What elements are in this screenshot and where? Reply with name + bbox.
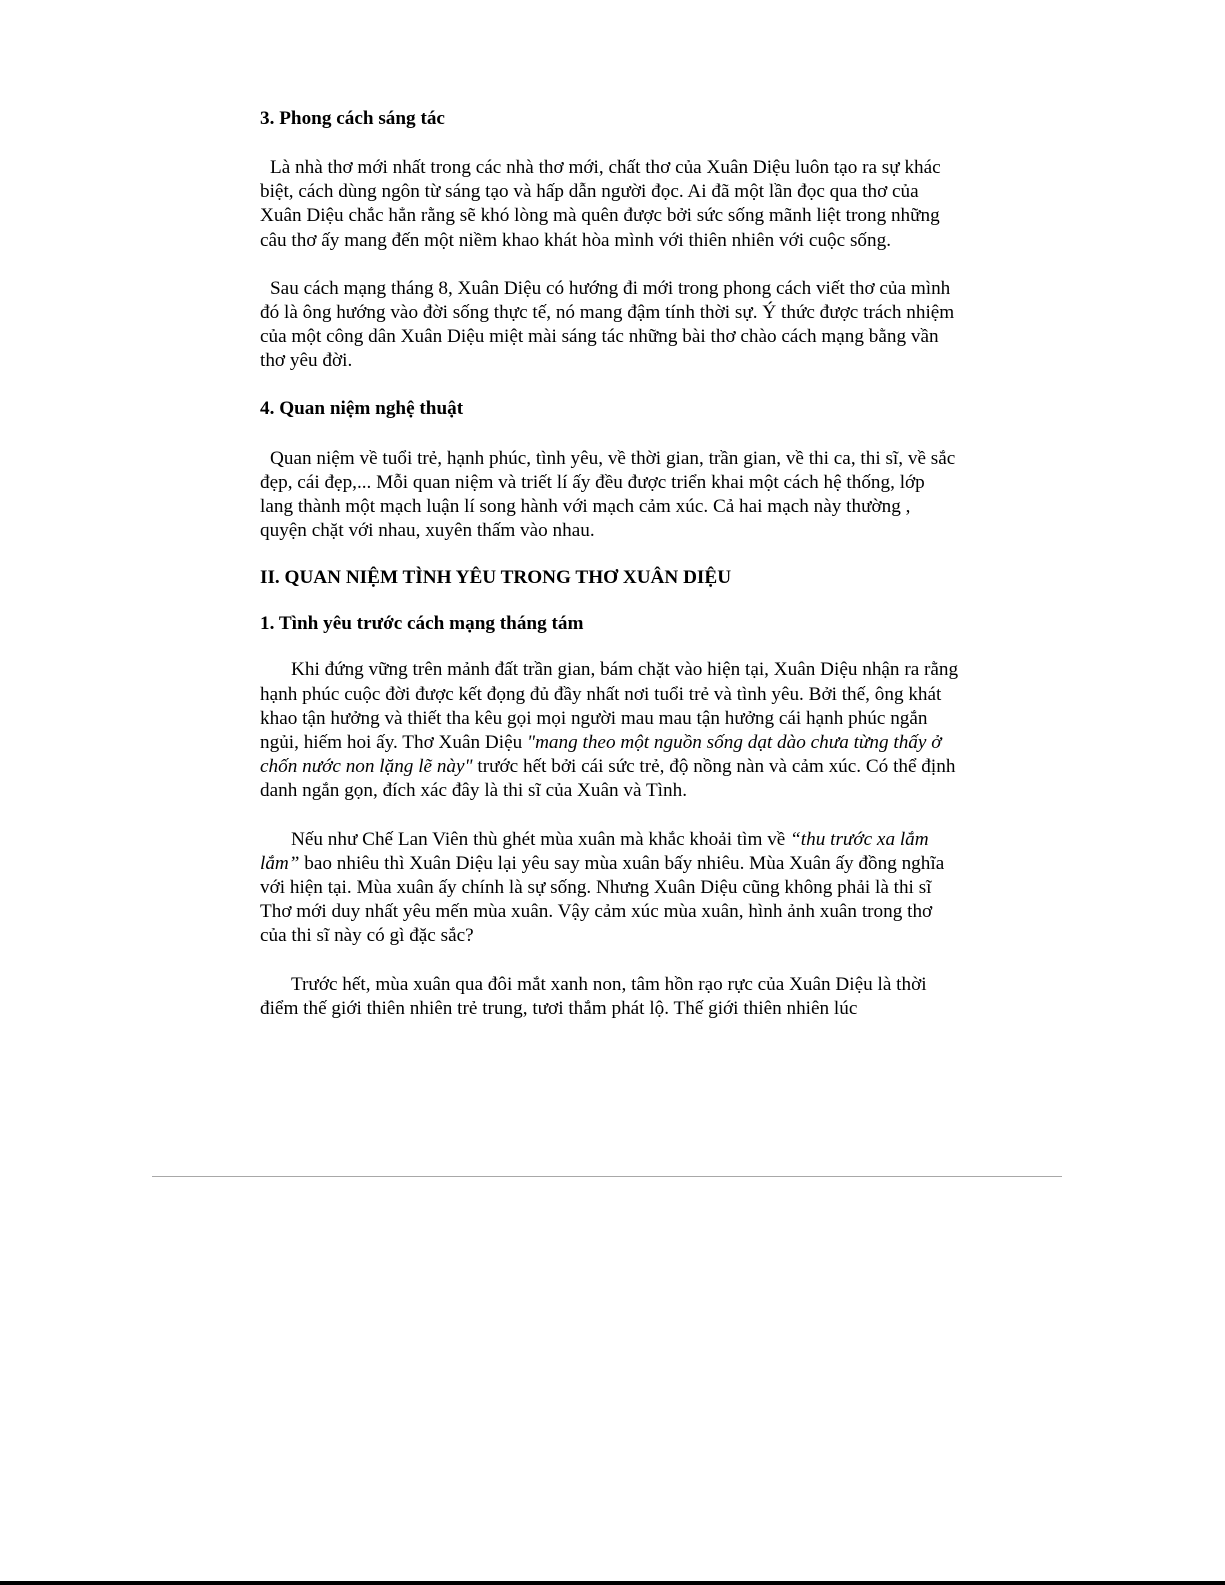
page-bottom-edge — [0, 1581, 1225, 1585]
paragraph-text: trước hết bởi cái sức trẻ, độ nồng nàn và cảm xúc. Có thể định danh ngắn gọn, đích xác đây là thi sĩ của Xuân và Tình. — [260, 756, 956, 802]
page-divider — [152, 1176, 1062, 1177]
part-ii-1-paragraph-3: Trước hết, mùa xuân qua đôi mắt xanh non, tâm hồn rạo rực của Xuân Diệu là thời điểm thế giới thiên nhiên trẻ trung, tươi thắm phát lộ. Thế giới thiên nhiên lúc — [260, 973, 927, 1019]
document-page — [260, 106, 960, 1021]
paragraph-text: Khi đứng vững trên mảnh đất trần gian, bám chặt vào hiện tại, Xuân Diệu nhận ra rằng hạnh phúc cuộc đời được kết đọng đủ đầy nhất nơi tuổi trẻ và tình yêu. Bởi thế, ông khát khao tận hưởng và thiết tha kêu gọi mọi người mau mau tận hưởng cái hạnh phúc ngắn ngủi, hiếm hoi ấy. Thơ Xuân Diệu — [260, 659, 959, 754]
italic-quote: “thu trước xa lắm lắm” — [260, 828, 929, 874]
section-3-heading: 3. Phong cách sáng tác — [260, 108, 445, 129]
section-4-paragraph-1: Quan niệm về tuổi trẻ, hạnh phúc, tình yêu, về thời gian, trần gian, về thi ca, thi sĩ, về sắc đẹp, cái đẹp,... Mỗi quan niệm và triết lí ấy đều được triển khai một cách hệ thống, lớp lang thành một mạch luận lí song hành với mạch cảm xúc. Cả hai mạch này thường , quyện chặt với nhau, xuyên thấm vào nhau. — [260, 447, 956, 542]
italic-quote: "mang theo một nguồn sống dạt dào chưa từng thấy ở chốn nước non lặng lẽ này" — [260, 732, 942, 778]
part-ii-1-heading: 1. Tình yêu trước cách mạng tháng tám — [260, 613, 584, 635]
part-ii-1-paragraph-2 — [260, 828, 960, 949]
section-4-heading: 4. Quan niệm nghệ thuật — [260, 397, 464, 419]
paragraph-text: bao nhiêu thì Xuân Diệu lại yêu say mùa xuân bấy nhiêu. Mùa Xuân ấy đồng nghĩa với hiện tại. Mùa xuân ấy chính là sự sống. Nhưng Xuân Diệu cũng không phải là thi sĩ Thơ mới duy nhất yêu mến mùa xuân. Vậy cảm xúc mùa xuân, hình ảnh xuân trong thơ của thi sĩ này có gì đặc sắc? — [260, 852, 945, 947]
section-3-paragraph-2: Sau cách mạng tháng 8, Xuân Diệu có hướng đi mới trong phong cách viết thơ của mình đó là ông hướng vào đời sống thực tế, nó mang đậm tính thời sự. Ý thức được trách nhiệm của một công dân Xuân Diệu miệt mài sáng tác những bài thơ chào cách mạng bằng vần thơ yêu đời. — [260, 277, 955, 372]
part-ii-heading: II. QUAN NIỆM TÌNH YÊU TRONG THƠ XUÂN DIỆU — [260, 567, 732, 589]
section-3-paragraph-1: Là nhà thơ mới nhất trong các nhà thơ mới, chất thơ của Xuân Diệu luôn tạo ra sự khác biệt, cách dùng ngôn từ sáng tạo và hấp dẫn người đọc. Ai đã một lần đọc qua thơ của Xuân Diệu chắc hẳn rằng sẽ khó lòng mà quên được bởi sức sống mãnh liệt trong những câu thơ ấy mang đến một niềm khao khát hòa mình với thiên nhiên với cuộc sống. — [260, 157, 941, 251]
part-ii-1-paragraph-1 — [260, 658, 960, 803]
paragraph-text: Nếu như Chế Lan Viên thù ghét mùa xuân mà khắc khoải tìm về — [291, 828, 791, 850]
